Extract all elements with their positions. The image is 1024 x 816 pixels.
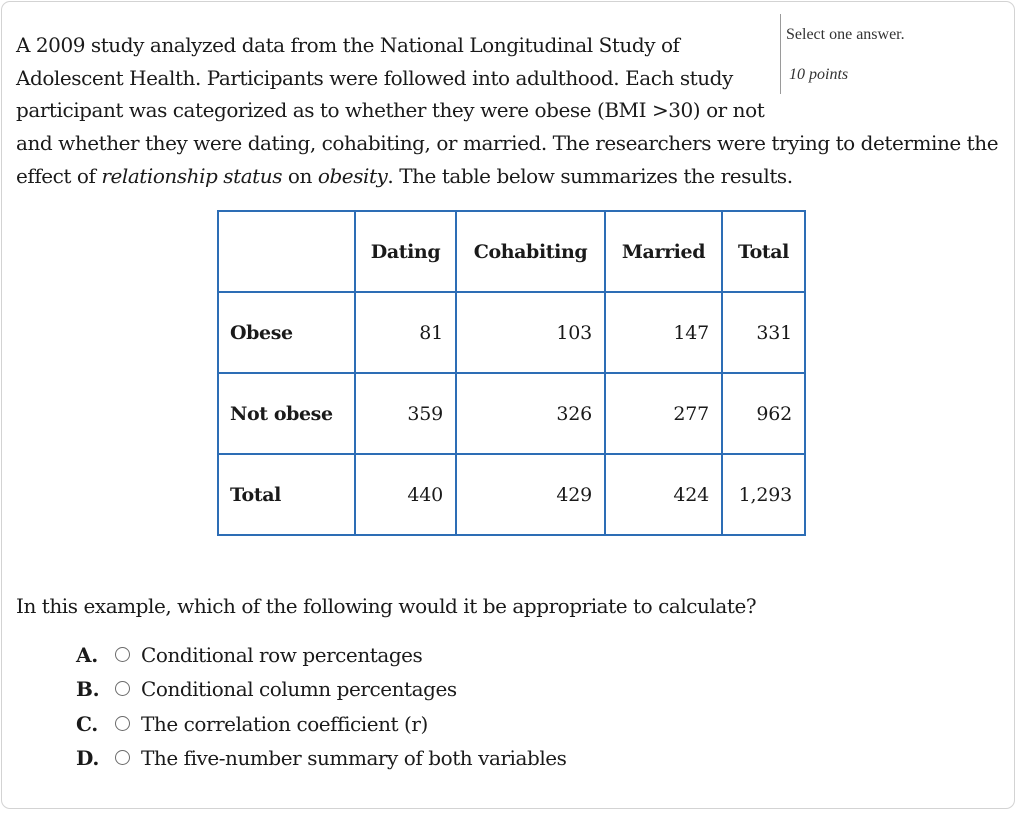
choice-letter: A. [76, 643, 98, 667]
table-cell: 331 [722, 292, 805, 373]
radio-button[interactable] [115, 647, 130, 662]
row-header-obese: Obese [218, 292, 355, 373]
choice-text[interactable]: The five-number summary of both variables [141, 745, 567, 770]
column-header-dating: Dating [355, 211, 456, 292]
instruction-label: Select one answer. [786, 26, 905, 43]
radio-button[interactable] [115, 750, 130, 765]
question-prompt: In this example, which of the following would it be appropriate to calculate? [16, 594, 757, 618]
table-cell: 424 [605, 454, 722, 535]
stem-emphasis-relationship-status: relationship status [101, 164, 283, 188]
table-cell: 440 [355, 454, 456, 535]
question-card [1, 1, 1015, 809]
question-meta [780, 14, 940, 94]
table-cell: 81 [355, 292, 456, 373]
table-header-row [218, 211, 805, 292]
column-header-married: Married [605, 211, 722, 292]
table-cell: 326 [456, 373, 605, 454]
column-header-cohabiting: Cohabiting [456, 211, 605, 292]
choice-text[interactable]: Conditional column percentages [141, 677, 457, 702]
stem-line-1: A 2009 study analyzed data from the National Longitudinal Study of [16, 33, 680, 57]
contingency-table [217, 210, 806, 536]
stem-line-4: and whether they were dating, cohabiting, or married. The researchers were trying to determine the [16, 131, 999, 155]
table-row [218, 292, 805, 373]
column-header-total: Total [722, 211, 805, 292]
table-cell: 277 [605, 373, 722, 454]
choice-text[interactable]: Conditional row percentages [141, 643, 423, 667]
choice-letter: B. [76, 677, 100, 702]
choice-text[interactable]: The correlation coefficient (r) [141, 711, 428, 736]
table-row [218, 454, 805, 535]
radio-button[interactable] [115, 681, 130, 696]
points-label: 10 points [789, 66, 849, 83]
stem-text: effect of [16, 164, 102, 188]
row-header-total: Total [218, 454, 355, 535]
table-row [218, 373, 805, 454]
table-cell: 147 [605, 292, 722, 373]
stem-line-2: Adolescent Health. Participants were followed into adulthood. Each study [16, 66, 733, 90]
table-cell: 103 [456, 292, 605, 373]
row-header-not-obese: Not obese [218, 373, 355, 454]
stem-line-3: participant was categorized as to whether they were obese (BMI >30) or not [16, 98, 765, 122]
table-cell: 962 [722, 373, 805, 454]
table-cell: 1,293 [722, 454, 805, 535]
choice-letter: C. [76, 711, 98, 736]
table-corner-cell [218, 211, 355, 292]
choice-letter: D. [76, 745, 99, 770]
table-cell: 429 [456, 454, 605, 535]
stem-emphasis-obesity: obesity [317, 164, 388, 188]
stem-text: . The table below summarizes the results. [387, 164, 793, 188]
radio-button[interactable] [115, 716, 130, 731]
table-cell: 359 [355, 373, 456, 454]
stem-line-5 [16, 160, 793, 193]
stem-text: on [282, 164, 318, 188]
